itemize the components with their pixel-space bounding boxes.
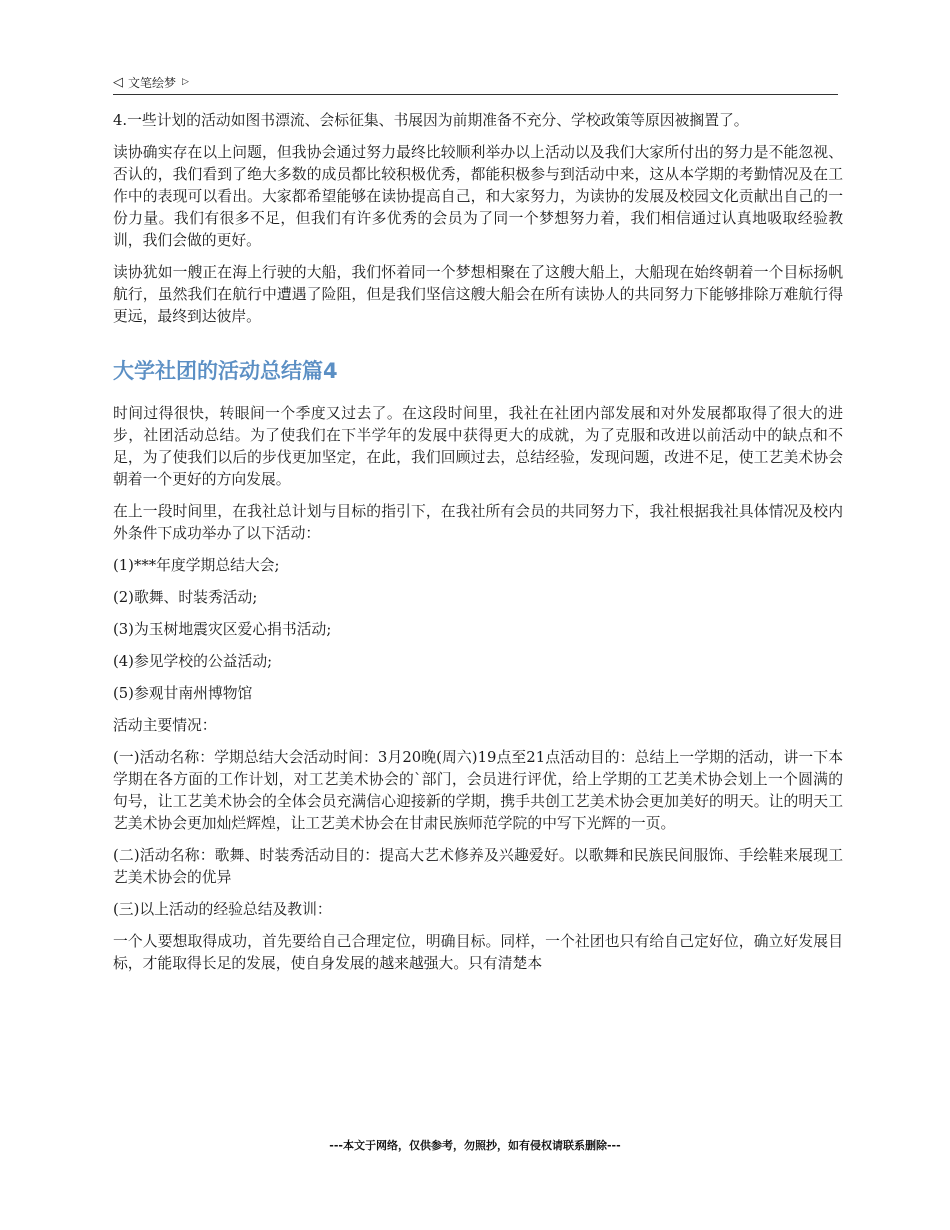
list-item: (5)参观甘南州博物馆 bbox=[113, 685, 253, 702]
paragraph: 读协确实存在以上问题，但我协会通过努力最终比较顺利举办以上活动以及我们大家所付出的努力是不能忽视、否认的，我们看到了绝大多数的成员都比较积极优秀，都能积极参与到活动中来，这从本学期的考勤情况及在工作中的表现可以看出。大家都希望能够在读协提高自己，和大家努力，为读协的发展及校园文化贡献出自己的一份力量。我们有很多不足，但我们有许多优秀的会员为了同一个梦想努力着，我们相信通过认真地吸取经验教训，我们会做的更好。 bbox=[113, 144, 843, 249]
paragraph: 在上一段时间里，在我社总计划与目标的指引下，在我社所有会员的共同努力下，我社根据我社具体情况及校内外条件下成功举办了以下活动： bbox=[113, 503, 843, 542]
document-body bbox=[113, 110, 843, 985]
document-header bbox=[113, 72, 838, 92]
paragraph: 时间过得很快，转眼间一个季度又过去了。在这段时间里，我社在社团内部发展和对外发展都取得了很大的进步，社团活动总结。为了使我们在下半学年的发展中获得更大的成就，为了克服和改进以前活动中的缺点和不足，为了使我们以后的步伐更加坚定，在此，我们回顾过去，总结经验，发现问题，改进不足，使工艺美术协会朝着一个更好的方向发展。 bbox=[113, 405, 843, 488]
footer-disclaimer: ---本文于网络，仅供参考，勿照抄，如有侵权请联系删除--- bbox=[329, 1139, 621, 1152]
paragraph: 4.一些计划的活动如图书漂流、会标征集、书展因为前期准备不充分、学校政策等原因被搁置了。 bbox=[113, 112, 749, 129]
section-heading: 大学社团的活动总结篇4 bbox=[113, 359, 338, 383]
back-triangle-icon[interactable]: ◁ bbox=[113, 74, 123, 90]
header-divider bbox=[113, 94, 838, 95]
paragraph: 读协犹如一艘正在海上行驶的大船，我们怀着同一个梦想相聚在了这艘大船上，大船现在始终朝着一个目标扬帆航行，虽然我们在航行中遭遇了险阻，但是我们坚信这艘大船会在所有读协人的共同努力下能够排除万难航行得更远，最终到达彼岸。 bbox=[113, 264, 843, 325]
paragraph: (二)活动名称：歌舞、时装秀活动目的：提高大艺术修养及兴趣爱好。以歌舞和民族民间服饰、手绘鞋来展现工艺美术协会的优异 bbox=[113, 847, 843, 886]
paragraph: 一个人要想取得成功，首先要给自己合理定位，明确目标。同样，一个社团也只有给自己定好位，确立好发展目标，才能取得长足的发展，使自身发展的越来越强大。只有清楚本 bbox=[113, 933, 843, 972]
list-item: (3)为玉树地震灾区爱心捐书活动; bbox=[113, 621, 332, 638]
list-item: (4)参见学校的公益活动; bbox=[113, 653, 273, 670]
list-item: (2)歌舞、时装秀活动; bbox=[113, 589, 258, 606]
paragraph: (三)以上活动的经验总结及教训： bbox=[113, 901, 332, 918]
paragraph: 活动主要情况： bbox=[113, 717, 217, 734]
forward-triangle-icon[interactable]: ▷ bbox=[182, 76, 189, 87]
header-title: 文笔绘梦 bbox=[128, 75, 177, 90]
paragraph: (一)活动名称：学期总结大会活动时间：3月20晚(周六)19点至21点活动目的：总结上一学期的活动，讲一下本学期在各方面的工作计划，对工艺美术协会的`部门，会员进行评优，给上学期的工艺美术协会划上一个圆满的句号，让工艺美术协会的全体会员充满信心迎接新的学期，携手共创工艺美术协会更加美好的明天。让的明天工艺美术协会更加灿烂辉煌，让工艺美术协会在甘肃民族师范学院的中写下光辉的一页。 bbox=[113, 749, 843, 832]
list-item: (1)***年度学期总结大会; bbox=[113, 557, 280, 574]
